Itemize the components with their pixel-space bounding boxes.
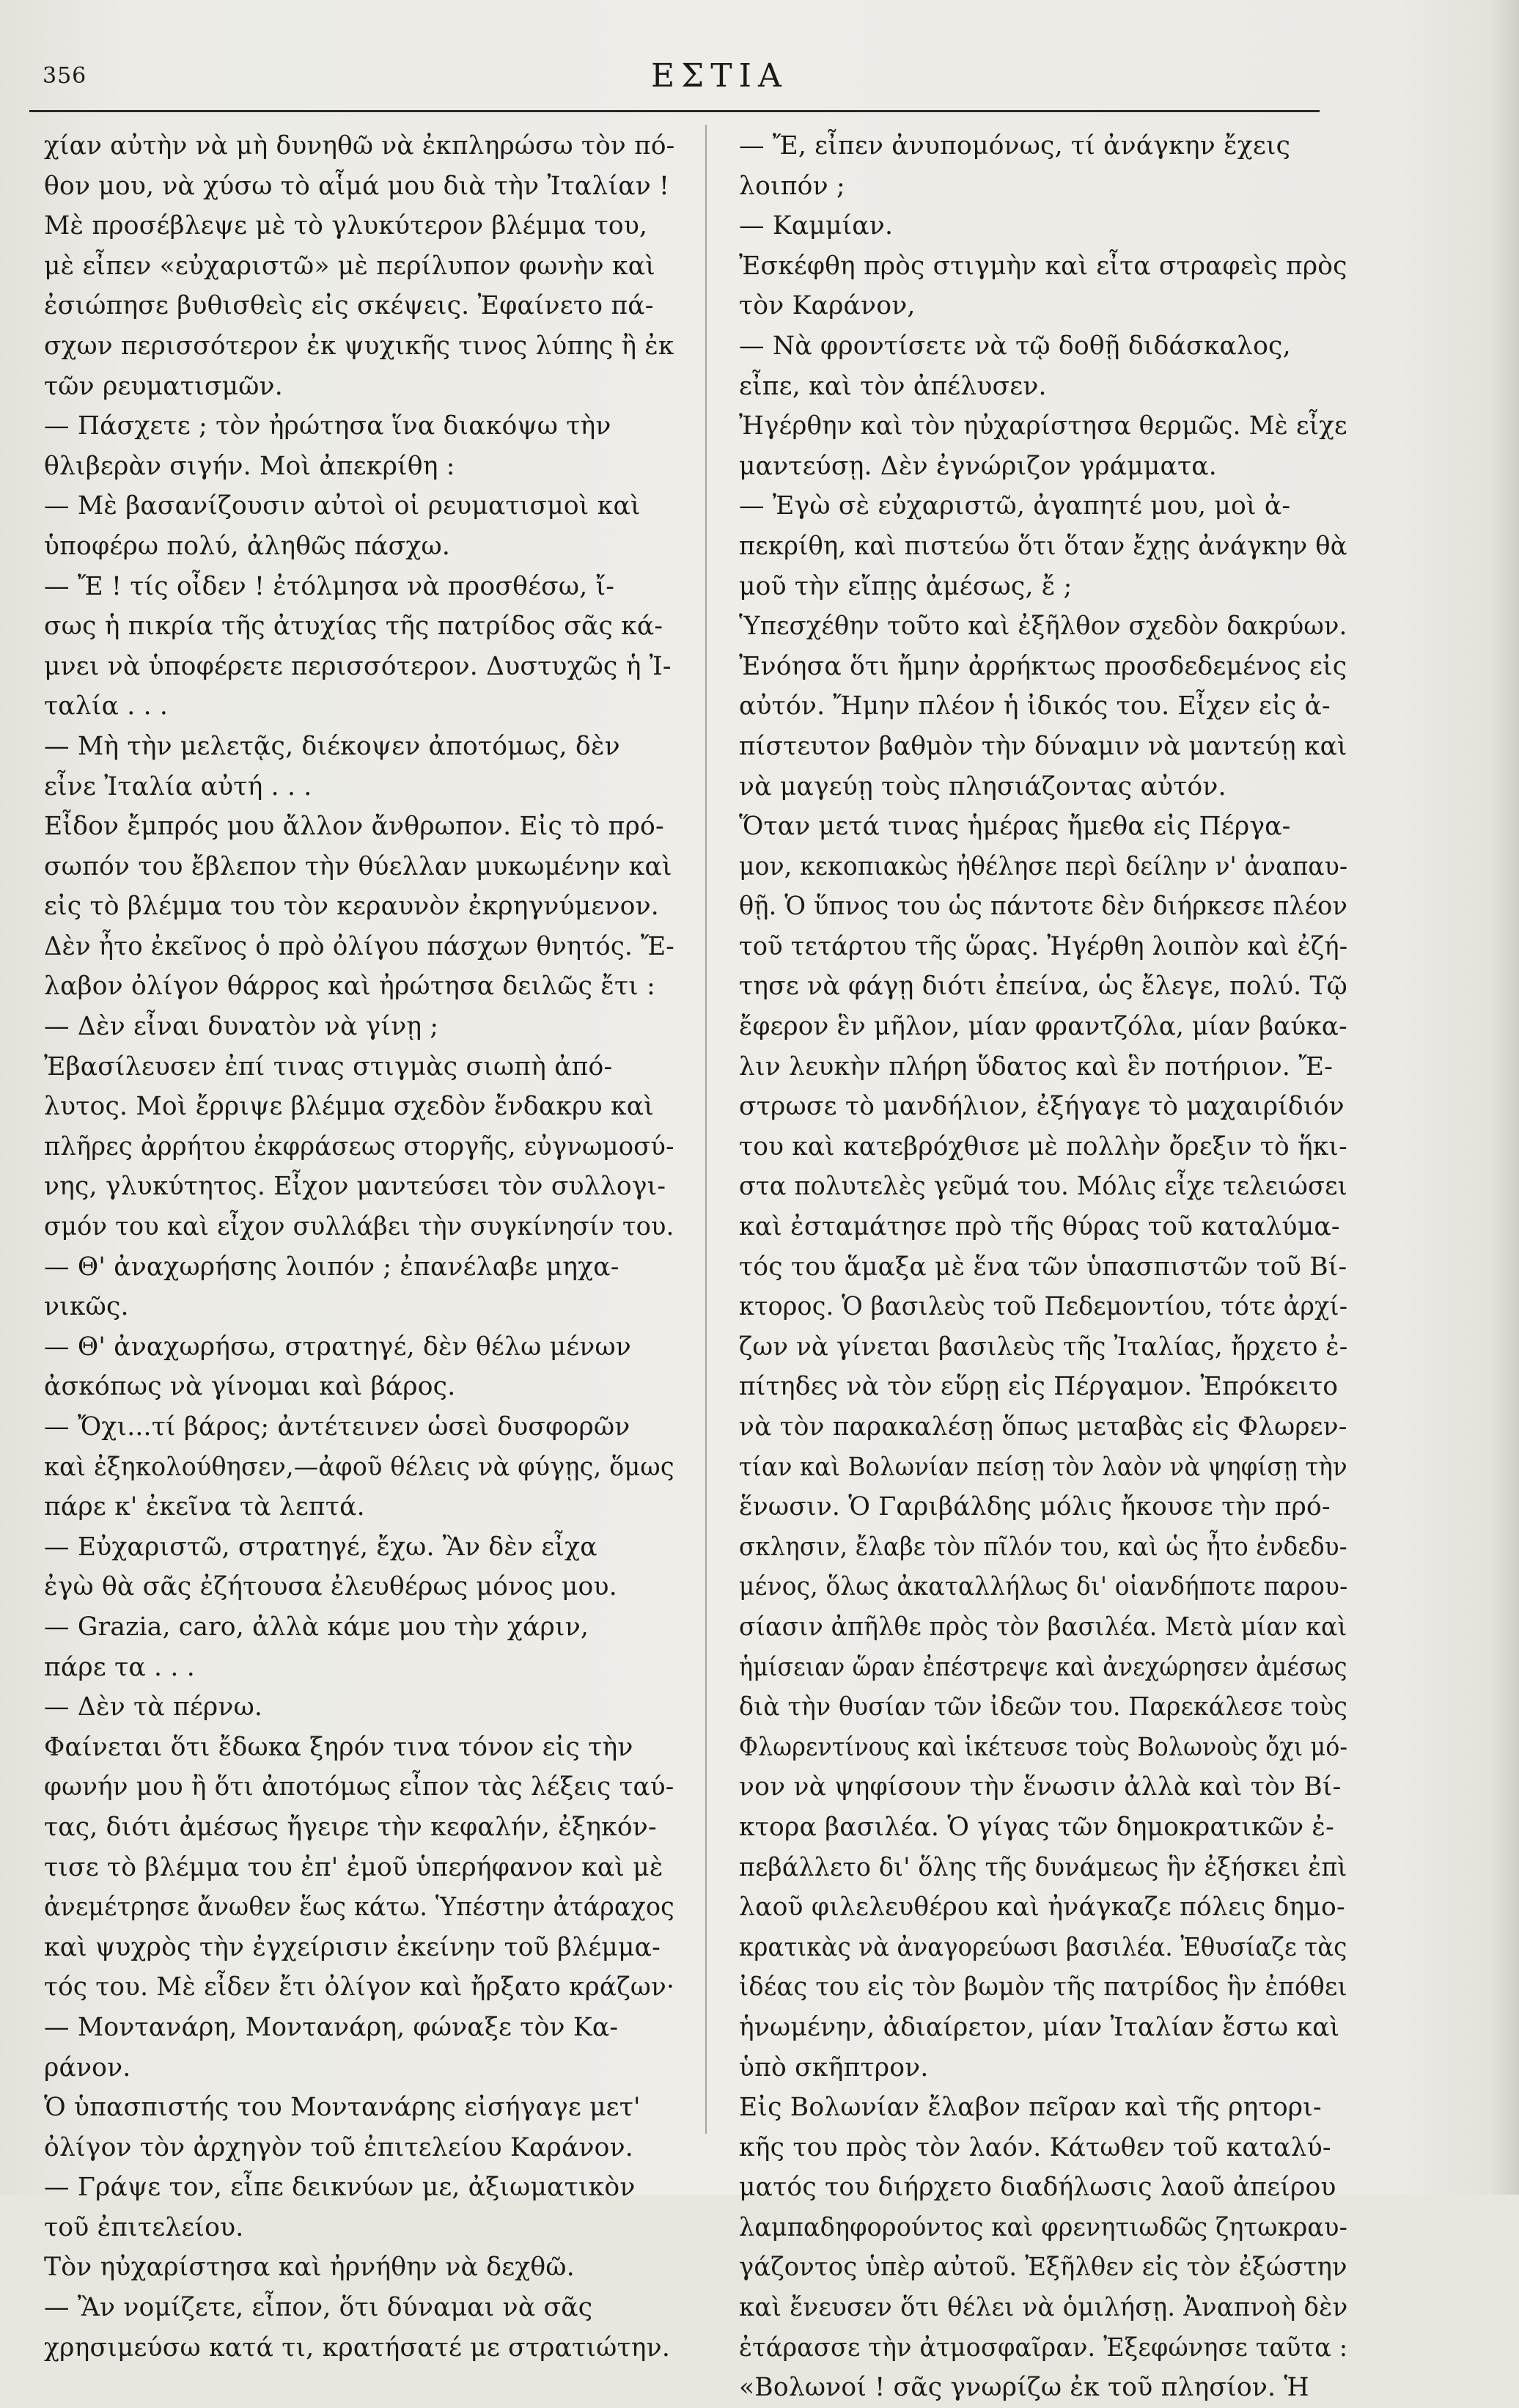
text-line: — Ἔ ! τίς οἶδεν ! ἐτόλμησα νὰ προσθέσω, ἴ- [44, 571, 615, 601]
text-line: ταλία . . . [44, 691, 169, 722]
text-line: — Μὴ τὴν μελετᾷς, διέκοψεν ἀποτόμως, δὲν [44, 731, 620, 761]
text-line: — Νὰ φροντίσετε νὰ τῷ δοθῇ διδάσκαλος, [739, 331, 1291, 361]
text-line: πεκρίθη, καὶ πιστεύω ὅτι ὅταν ἔχῃς ἀνάγκην θὰ [739, 531, 1347, 561]
text-line: ἰδέας του εἰς τὸν βωμὸν τῆς πατρίδος ἣν ἐπόθει [739, 1972, 1347, 2003]
text-line: ἔφερον ἓν μῆλον, μίαν φραντζόλα, μίαν βαύκα- [739, 1012, 1347, 1042]
text-line: νὰ μαγεύῃ τοὺς πλησιάζοντας αὐτόν. [739, 771, 1226, 801]
text-line: ὑπὸ σκῆπτρον. [739, 2052, 929, 2082]
running-title: ΕΣΤΙΑ [651, 57, 788, 95]
text-line: ἡνωμένην, ἀδιαίρετον, μίαν Ἰταλίαν ἔστω καὶ [739, 2012, 1340, 2042]
text-line: τός του ἅμαξα μὲ ἕνα τῶν ὑπασπιστῶν τοῦ Βί- [739, 1252, 1347, 1282]
text-line: ζων νὰ γίνεται βασιλεὺς τῆς Ἰταλίας, ἤρχετο ἐ- [739, 1332, 1348, 1362]
text-line: — Grazia, caro, ἀλλὰ κάμε μου τὴν χάριν, [44, 1612, 589, 1642]
text-line: πάρε κ' ἐκεῖνα τὰ λεπτά. [44, 1492, 365, 1522]
text-line: Ἠγέρθην καὶ τὸν ηὐχαρίστησα θερμῶς. Μὲ εἶχε [739, 411, 1347, 441]
text-line: τίαν καὶ Βολωνίαν πείσῃ τὸν λαὸν νὰ ψηφίσῃ τὴν [739, 1452, 1347, 1482]
text-line: σωπόν του ἔβλεπον τὴν θύελλαν μυκωμένην καὶ [44, 851, 672, 881]
text-line: κτορα βασιλέα. Ὁ γίγας τῶν δημοκρατικῶν ἐ- [739, 1812, 1334, 1842]
text-line: νὰ τὸν παρακαλέσῃ ὅπως μεταβὰς εἰς Φλωρεν- [739, 1412, 1347, 1442]
text-line: καὶ ψυχρὸς τὴν ἐγχείρισιν ἐκείνην τοῦ βλέμμα- [44, 1932, 661, 1962]
text-line: μένος, ὅλως ἀκαταλλήλως δι' οἱανδήποτε παρου- [739, 1572, 1348, 1602]
text-line: λαοῦ φιλελευθέρου καὶ ἠνάγκαζε πόλεις δημο- [739, 1893, 1345, 1923]
text-line: νον νὰ ψηφίσουν τὴν ἕνωσιν ἀλλὰ καὶ τὸν Βί- [739, 1772, 1342, 1802]
text-line: λιν λευκὴν πλήρη ὕδατος καὶ ἓν ποτήριον. Ἔ- [739, 1051, 1334, 1082]
text-line: Τὸν ηὐχαρίστησα καὶ ἠρνήθην νὰ δεχθῶ. [44, 2253, 575, 2283]
text-line: ἐγὼ θὰ σᾶς ἐζήτουσα ἐλευθέρως μόνος μου. [44, 1572, 617, 1602]
text-line: τοῦ ἐπιτελείου. [44, 2212, 244, 2242]
text-line: — Ἔ, εἶπεν ἀνυπομόνως, τί ἀνάγκην ἔχεις [739, 131, 1291, 161]
text-line: μον, κεκοπιακὼς ἠθέλησε περὶ δείλην ν' ἀναπαυ- [739, 851, 1348, 881]
text-line: ἕνωσιν. Ὁ Γαριβάλδης μόλις ἤκουσε τὴν πρό- [739, 1492, 1331, 1522]
text-line: θον μου, νὰ χύσω τὸ αἷμά μου διὰ τὴν Ἰταλίαν ! [44, 171, 670, 201]
text-line: Δὲν ἦτο ἐκεῖνος ὁ πρὸ ὀλίγου πάσχων θνητός. Ἔ- [44, 931, 674, 961]
text-line: νικῶς. [44, 1292, 129, 1322]
text-line: τας, διότι ἀμέσως ἤγειρε τὴν κεφαλήν, ἐξηκόν- [44, 1812, 657, 1842]
page-number: 356 [43, 63, 87, 89]
text-line: νης, γλυκύτητος. Εἶχον μαντεύσει τὸν συλλογι- [44, 1172, 666, 1202]
text-line: Μὲ προσέβλεψε μὲ τὸ γλυκύτερον βλέμμα του, [44, 211, 648, 241]
text-line: Ἐβασίλευσεν ἐπί τινας στιγμὰς σιωπὴ ἀπό- [44, 1051, 613, 1082]
text-line: πίτηδες νὰ τὸν εὕρῃ εἰς Πέργαμον. Ἐπρόκειτο [739, 1372, 1339, 1402]
text-line: Ἐσκέφθη πρὸς στιγμὴν καὶ εἶτα στραφεὶς πρὸς [739, 251, 1347, 281]
text-line: σκλησιν, ἔλαβε τὸν πῖλόν του, καὶ ὡς ἦτο ἐνδεδυ- [739, 1532, 1347, 1562]
text-line: κρατικὰς νὰ ἀναγορεύωσι βασιλέα. Ἐθυσίαζε τὰς [739, 1932, 1347, 1962]
text-line: χρησιμεύσω κατά τι, κρατήσατέ με στρατιώτην. [44, 2332, 670, 2363]
text-line: — Γράψε τον, εἶπε δεικνύων με, ἀξιωματικὸν [44, 2173, 636, 2203]
text-line: Φλωρεντίνους καὶ ἱκέτευσε τοὺς Βολωνοὺς ὄχι μό- [739, 1732, 1348, 1762]
text-line: ράνον. [44, 2052, 131, 2082]
text-line: μοῦ τὴν εἴπῃς ἀμέσως, ἔ ; [739, 571, 1073, 601]
header-rule [29, 110, 1320, 112]
text-line: ματός του διήρχετο διαδήλωσις λαοῦ ἀπείρου [739, 2173, 1336, 2203]
text-line: καὶ ἔνευσεν ὅτι θέλει νὰ ὁμιλήσῃ. Ἀναπνοὴ δὲν [739, 2293, 1348, 2323]
text-line: — Δὲν εἶναι δυνατὸν νὰ γίνῃ ; [44, 1012, 439, 1042]
left-column [44, 126, 674, 2368]
column-divider [705, 125, 707, 2134]
text-line: ἀνεμέτρησε ἄνωθεν ἕως κάτω. Ὑπέστην ἀτάραχος [44, 1893, 674, 1923]
text-line: — Καμμίαν. [739, 211, 894, 241]
text-line: — Μοντανάρη, Μοντανάρη, φώναξε τὸν Κα- [44, 2012, 619, 2042]
text-line: — Θ' ἀναχωρήσης λοιπόν ; ἐπανέλαβε μηχα- [44, 1252, 619, 1282]
text-line: καὶ ἐσταμάτησε πρὸ τῆς θύρας τοῦ καταλύμα- [739, 1212, 1340, 1242]
text-line: αὐτόν. Ἤμην πλέον ἡ ἰδικός του. Εἶχεν εἰς ἀ- [739, 691, 1331, 722]
text-line: — Πάσχετε ; τὸν ἠρώτησα ἵνα διακόψω τὴν [44, 411, 611, 441]
text-line: ὑποφέρω πολύ, ἀληθῶς πάσχω. [44, 531, 450, 561]
text-line: φωνήν μου ἢ ὅτι ἀποτόμως εἶπον τὰς λέξεις ταύ- [44, 1772, 674, 1802]
text-line: Φαίνεται ὅτι ἔδωκα ξηρόν τινα τόνον εἰς τὴν [44, 1732, 633, 1762]
text-line: «Βολωνοί ! σᾶς γνωρίζω ἐκ τοῦ πλησίον. Ἡ [739, 2373, 1309, 2403]
text-line: λοιπόν ; [739, 171, 845, 201]
text-line: — Δὲν τὰ πέρνω. [44, 1692, 263, 1722]
text-line: ἐσιώπησε βυθισθεὶς εἰς σκέψεις. Ἐφαίνετο πά- [44, 291, 654, 321]
text-line: λαμπαδηφορούντος καὶ φρενητιωδῶς ζητωκραυ- [739, 2212, 1348, 2242]
text-line: πεβάλλετο δι' ὅλης τῆς δυνάμεως ἣν ἐξήσκει ἐπὶ [739, 1852, 1347, 1882]
page-edge-shadow [1490, 0, 1519, 2195]
text-line: Ὑπεσχέθην τοῦτο καὶ ἐξῆλθον σχεδὸν δακρύων. [739, 612, 1347, 642]
text-line: εἰς τὸ βλέμμα του τὸν κεραυνὸν ἐκρηγνύμενον. [44, 892, 659, 922]
text-line: εἶνε Ἰταλία αὐτή . . . [44, 771, 312, 801]
page-header [43, 57, 1318, 101]
text-line: διὰ τὴν θυσίαν τῶν ἰδεῶν του. Παρεκάλεσε τοὺς [739, 1692, 1348, 1722]
text-line: — Ἂν νομίζετε, εἶπον, ὅτι δύναμαι νὰ σᾶς [44, 2293, 593, 2323]
text-line: μαντεύσῃ. Δὲν ἐγνώριζον γράμματα. [739, 451, 1217, 481]
text-line: μὲ εἶπεν «εὐχαριστῶ» μὲ περίλυπον φωνὴν καὶ [44, 251, 655, 281]
right-column [739, 126, 1347, 2408]
text-line: Εἶδον ἔμπρός μου ἄλλον ἄνθρωπον. Εἰς τὸ πρό- [44, 812, 664, 842]
text-line: Ὁ ὑπασπιστής του Μοντανάρης εἰσήγαγε μετ' [44, 2093, 641, 2123]
text-line: τὸν Καράνον, [739, 291, 916, 321]
text-line: του καὶ κατεβρόχθισε μὲ πολλὴν ὄρεξιν τὸ ἥκι- [739, 1131, 1347, 1161]
text-line: κῆς του πρὸς τὸν λαόν. Κάτωθεν τοῦ καταλύ- [739, 2132, 1331, 2162]
text-line: τῶν ρευματισμῶν. [44, 371, 283, 401]
text-line: — Ἐγὼ σὲ εὐχαριστῶ, ἀγαπητέ μου, μοὶ ἀ- [739, 491, 1291, 521]
text-line: λαβον ὀλίγον θάρρος καὶ ἠρώτησα δειλῶς ἔτι : [44, 972, 655, 1002]
text-line: στα πολυτελὲς γεῦμά του. Μόλις εἶχε τελειώσει [739, 1172, 1348, 1202]
text-line: ἡμίσειαν ὥραν ἐπέστρεψε καὶ ἀνεχώρησεν ἀμέσως [739, 1652, 1347, 1682]
text-line: ἐτάρασσε τὴν ἀτμοσφαῖραν. Ἐξεφώνησε ταῦτα : [739, 2332, 1348, 2363]
text-line: — Ὄχι...τί βάρος; ἀντέτεινεν ὡσεὶ δυσφορῶν [44, 1412, 630, 1442]
text-line: πλῆρες ἀρρήτου ἐκφράσεως στοργῆς, εὐγνωμοσύ- [44, 1131, 674, 1161]
text-line: λυτος. Μοὶ ἔρριψε βλέμμα σχεδὸν ἔνδακρυ καὶ [44, 1092, 654, 1122]
text-line: Εἰς Βολωνίαν ἔλαβον πεῖραν καὶ τῆς ρητορι- [739, 2093, 1322, 2123]
text-line: στρωσε τὸ μανδήλιον, ἐξήγαγε τὸ μαχαιρίδιόν [739, 1092, 1345, 1122]
text-line: τός του. Μὲ εἶδεν ἔτι ὀλίγον καὶ ἤρξατο κράζων· [44, 1972, 675, 2003]
text-line: γάζοντος ὑπὲρ αὐτοῦ. Ἐξῆλθεν εἰς τὸν ἐξώστην [739, 2253, 1347, 2283]
text-line: πάρε τα . . . [44, 1652, 195, 1682]
text-line: πίστευτον βαθμὸν τὴν δύναμιν νὰ μαντεύῃ καὶ [739, 731, 1347, 761]
text-line: εἶπε, καὶ τὸν ἀπέλυσεν. [739, 371, 1047, 401]
text-line: σως ἡ πικρία τῆς ἀτυχίας τῆς πατρίδος σᾶς κά- [44, 612, 663, 642]
text-line: — Θ' ἀναχωρήσω, στρατηγέ, δὲν θέλω μένων [44, 1332, 631, 1362]
text-line: Ἐνόησα ὅτι ἤμην ἀρρήκτως προσδεδεμένος εἰς [739, 651, 1347, 681]
text-line: σίασιν ἀπῆλθε πρὸς τὸν βασιλέα. Μετὰ μίαν καὶ [739, 1612, 1347, 1642]
text-line: θλιβερὰν σιγήν. Μοὶ ἀπεκρίθη : [44, 451, 455, 481]
text-line: θῇ. Ὁ ὕπνος του ὡς πάντοτε δὲν διήρκεσε πλέον [739, 892, 1348, 922]
text-line: καὶ ἐξηκολούθησεν,—ἀφοῦ θέλεις νὰ φύγῃς, ὅμως [44, 1452, 674, 1482]
text-line: ἀσκόπως νὰ γίνομαι καὶ βάρος. [44, 1372, 456, 1402]
text-line: χίαν αὐτὴν νὰ μὴ δυνηθῶ νὰ ἐκπληρώσω τὸν πό- [44, 131, 675, 161]
text-line: τοῦ τετάρτου τῆς ὥρας. Ἠγέρθη λοιπὸν καὶ ἐζή- [739, 931, 1348, 961]
text-line: Ὅταν μετά τινας ἡμέρας ἤμεθα εἰς Πέργα- [739, 812, 1291, 842]
text-line: τησε νὰ φάγῃ διότι ἐπείνα, ὡς ἔλεγε, πολύ. Τῷ [739, 972, 1347, 1002]
text-line: τισε τὸ βλέμμα του ἐπ' ἐμοῦ ὑπερήφανον καὶ μὲ [44, 1852, 663, 1882]
text-line: — Εὐχαριστῶ, στρατηγέ, ἔχω. Ἂν δὲν εἶχα [44, 1532, 597, 1562]
text-line: μνει νὰ ὑποφέρετε περισσότερον. Δυστυχῶς ἡ Ἰ- [44, 651, 672, 681]
text-line: κτορος. Ὁ βασιλεὺς τοῦ Πεδεμοντίου, τότε ἀρχί- [739, 1292, 1348, 1322]
text-line: — Μὲ βασανίζουσιν αὐτοὶ οἱ ρευματισμοὶ καὶ [44, 491, 641, 521]
text-line: σχων περισσότερον ἐκ ψυχικῆς τινος λύπης ἢ ἐκ [44, 331, 674, 361]
text-line: σμόν του καὶ εἶχον συλλάβει τὴν συγκίνησίν του. [44, 1212, 674, 1242]
text-line: ὀλίγον τὸν ἀρχηγὸν τοῦ ἐπιτελείου Καράνον. [44, 2132, 633, 2162]
